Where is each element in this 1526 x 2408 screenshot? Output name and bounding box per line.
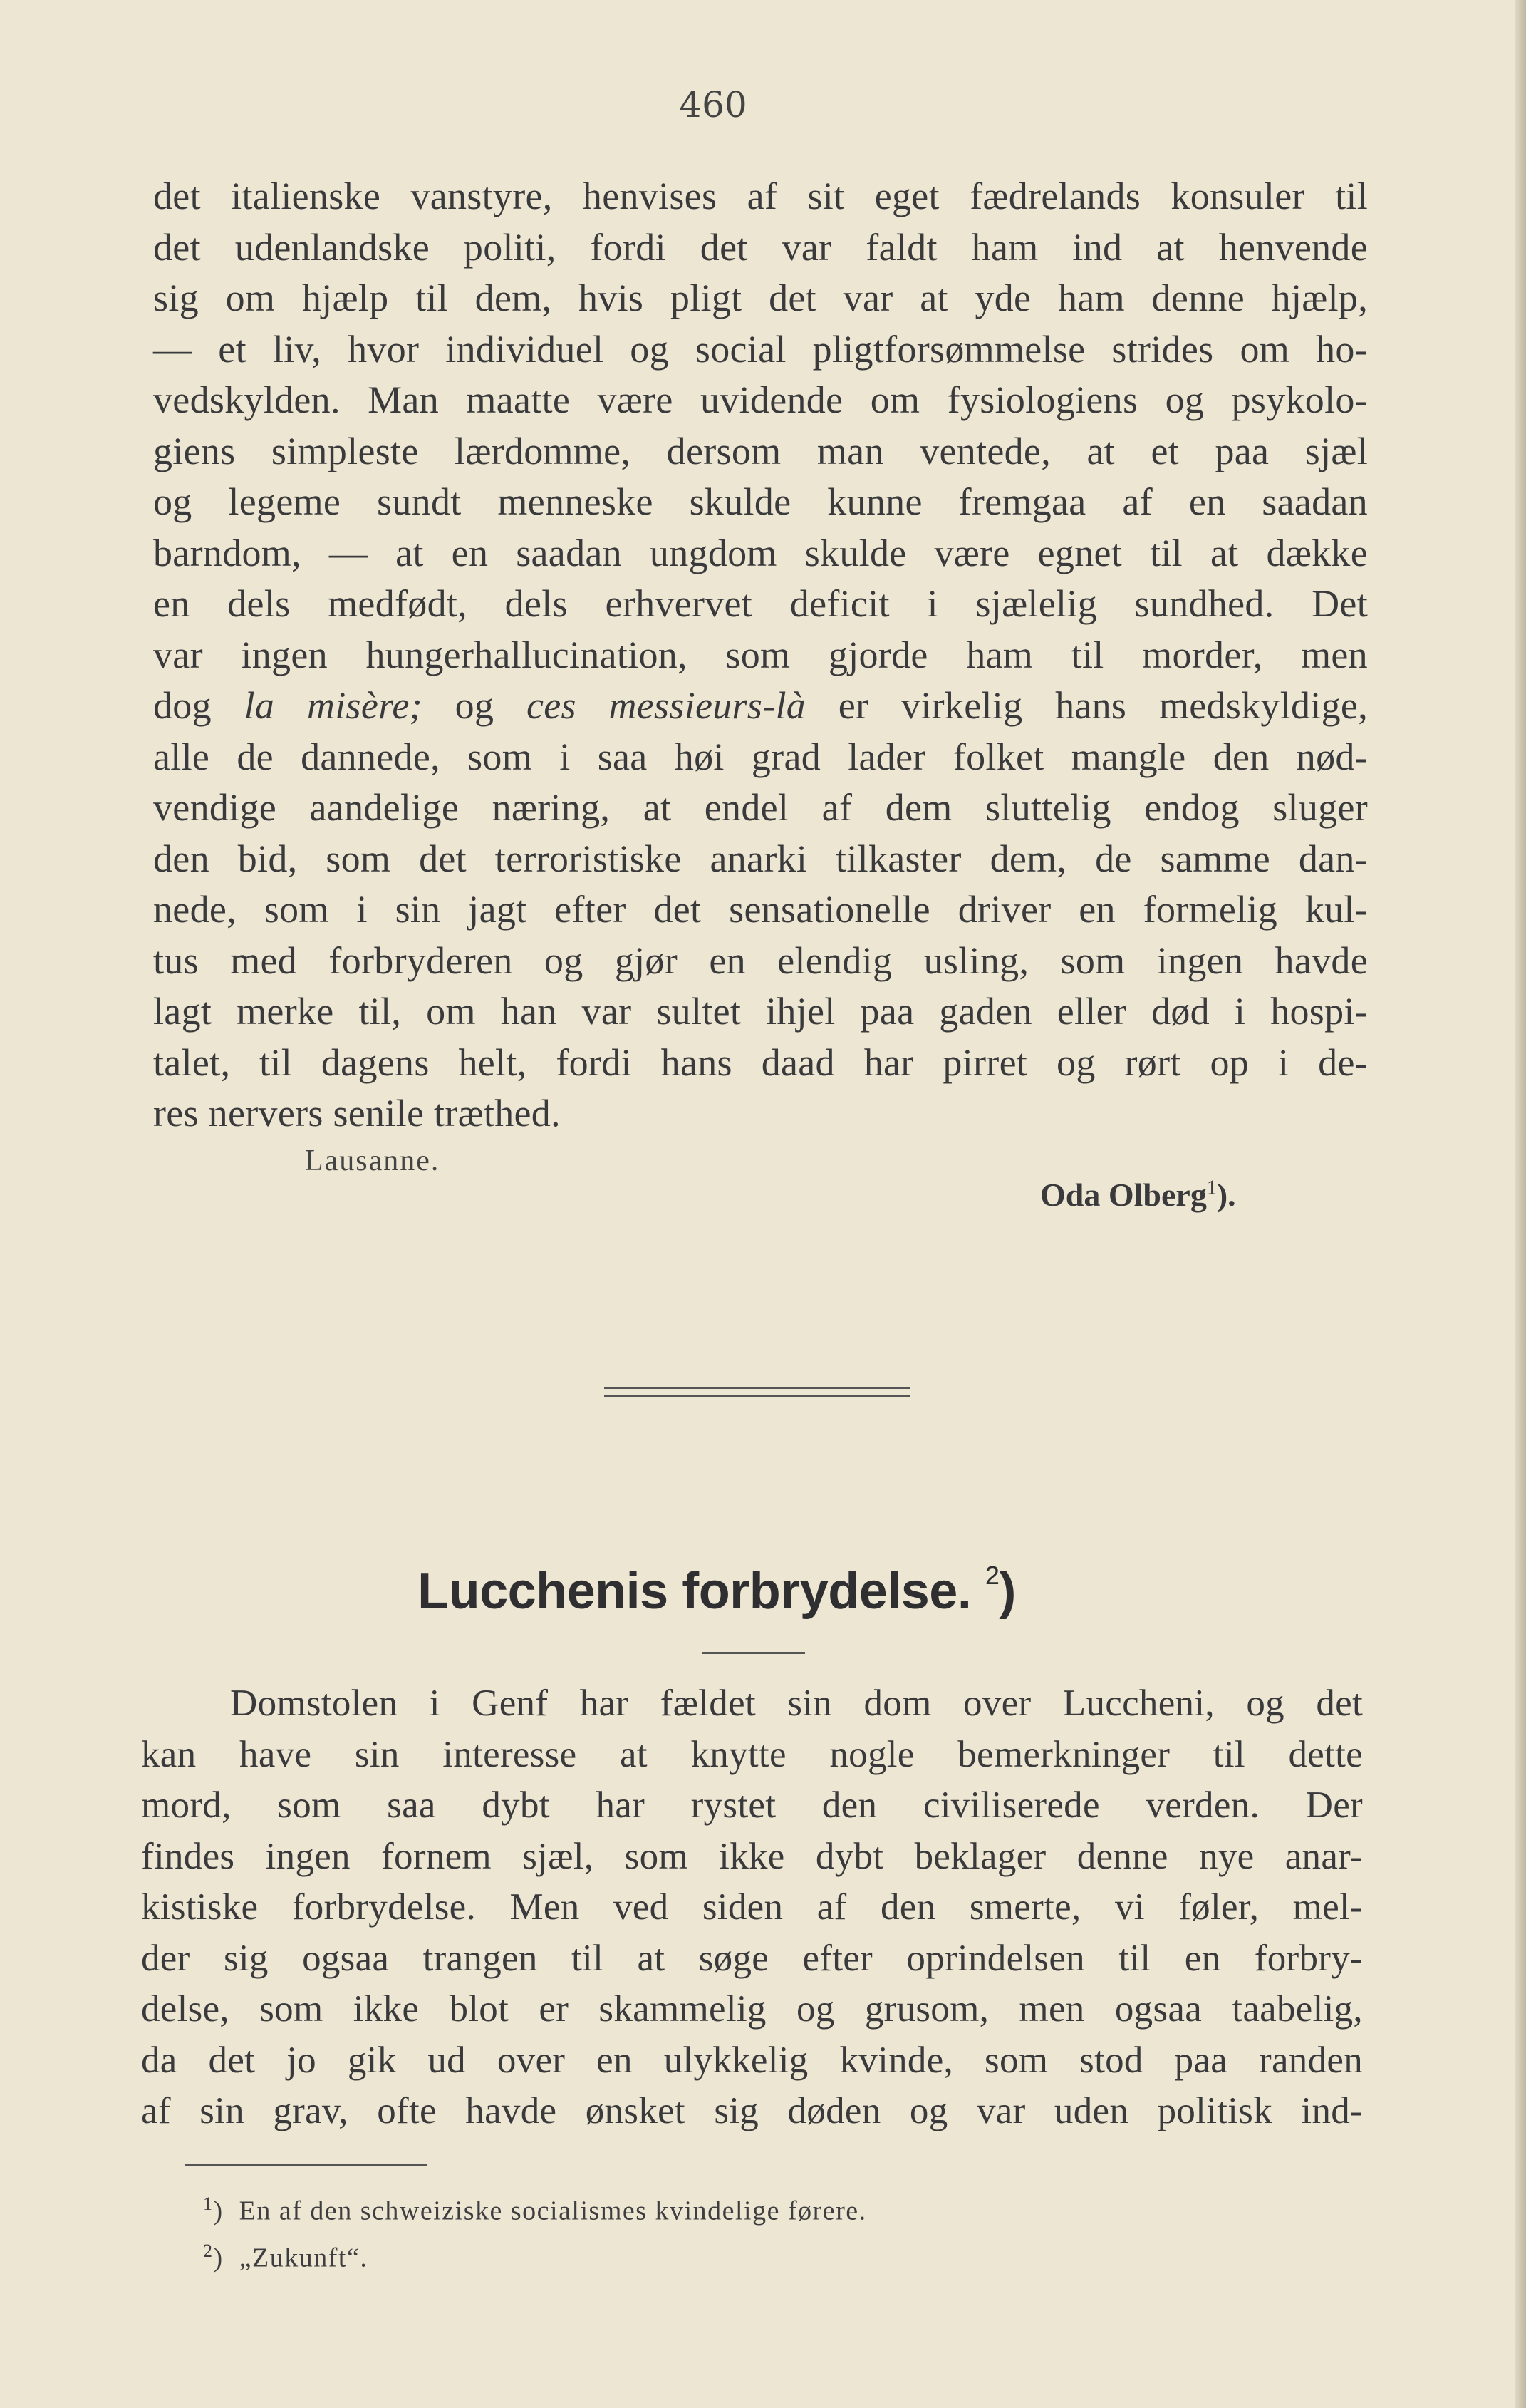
paragraph-1 bbox=[153, 171, 1368, 1140]
text-line: var ingen hungerhallucination, som gjorde ham til morder, men bbox=[153, 633, 1368, 676]
text-line: det italienske vanstyre, henvises af sit eget fædrelands konsuler til bbox=[153, 175, 1368, 217]
text-line: den bid, som det terroristiske anarki tilkaster dem, de samme dan- bbox=[153, 837, 1368, 880]
place-line: Lausanne. bbox=[305, 1144, 440, 1177]
footnote-2: $^2$) „Zukunft“. bbox=[203, 2240, 368, 2273]
author-name: Oda Olberg bbox=[1040, 1177, 1207, 1213]
text-line: delse, som ikke blot er skammelig og grusom, men ogsaa taabelig, bbox=[141, 1988, 1363, 2030]
text-line: af sin grav, ofte havde ønsket sig døden og var uden politisk ind- bbox=[141, 2090, 1363, 2131]
text-line: sig om hjælp til dem, hvis pligt det var at yde ham denne hjælp, bbox=[153, 277, 1368, 319]
author-signature bbox=[1040, 1176, 1236, 1214]
text-segment: er virkelig hans medskyldige, bbox=[806, 684, 1369, 727]
text-line: — et liv, hvor individuel og social pligtforsømmelse strides om ho- bbox=[153, 327, 1368, 371]
text-line: vedskylden. Man maatte være uvidende om fysiologiens og psykolo- bbox=[153, 378, 1368, 421]
italic-phrase: ces messieurs-là bbox=[526, 684, 806, 727]
page-edge-shadow bbox=[1515, 0, 1526, 2408]
footnote-rule bbox=[185, 2164, 427, 2166]
text-line: kistiske forbrydelse. Men ved siden af den smerte, vi føler, mel- bbox=[141, 1886, 1363, 1928]
text-line: talet, til dagens helt, fordi hans daad har pirret og rørt op i de- bbox=[153, 1040, 1368, 1084]
heading-title: Lucchenis forbrydelse. bbox=[417, 1563, 972, 1620]
text-line: res nervers senile træthed. bbox=[153, 1092, 561, 1135]
text-line: der sig ogsaa trangen til at søge efter oprindelsen til en forbry- bbox=[141, 1937, 1363, 1979]
text-line: da det jo gik ud over en ulykkelig kvinde, som stod paa randen bbox=[141, 2039, 1363, 2081]
footnote-ref: 1 bbox=[1206, 1177, 1217, 1199]
footnote-text: En af den schweiziske socialismes kvindelige førere. bbox=[239, 2196, 867, 2226]
page-number: 460 bbox=[679, 84, 747, 125]
text-line: det udenlandske politi, fordi det var faldt ham ind at henvende bbox=[153, 225, 1368, 269]
text-segment: dog bbox=[153, 684, 244, 727]
text-line: lagt merke til, om han var sultet ihjel paa gaden eller død i hospi- bbox=[153, 990, 1368, 1033]
text-line: vendige aandelige næring, at endel af dem sluttelig endog sluger bbox=[153, 786, 1368, 829]
signature-end: ). bbox=[1216, 1177, 1236, 1213]
text-line-italic-phrases bbox=[153, 681, 1368, 732]
text-line: barndom, — at en saadan ungdom skulde være egnet til at dække bbox=[153, 531, 1368, 574]
text-line: alle de dannede, som i saa høi grad lader folket mangle den nød- bbox=[153, 735, 1368, 778]
heading-close: ) bbox=[999, 1563, 1016, 1620]
text-line: findes ingen fornem sjæl, som ikke dybt beklager denne nye anar- bbox=[141, 1835, 1363, 1877]
text-line: kan have sin interesse at knytte nogle bemerkninger til dette bbox=[141, 1733, 1363, 1775]
article-heading bbox=[0, 1561, 1480, 1621]
footnotes bbox=[203, 2184, 867, 2278]
text-line: tus med forbryderen og gjør en elendig usling, som ingen havde bbox=[153, 939, 1368, 982]
section-divider bbox=[604, 1387, 910, 1397]
heading-rule bbox=[702, 1652, 805, 1654]
text-line: og legeme sundt menneske skulde kunne fremgaa af en saadan bbox=[153, 480, 1368, 523]
text-line: giens simpleste lærdomme, dersom man ventede, at et paa sjæl bbox=[153, 429, 1368, 472]
footnote-mark: 2 bbox=[203, 2240, 214, 2261]
text-segment: og bbox=[422, 684, 526, 727]
paragraph-2 bbox=[141, 1678, 1363, 2137]
text-line: Domstolen i Genf har fældet sin dom over Luccheni, og det bbox=[230, 1683, 1363, 1724]
text-line: mord, som saa dybt har rystet den civiliserede verden. Der bbox=[141, 1784, 1363, 1826]
italic-phrase: la misère; bbox=[244, 684, 422, 727]
text-line: en dels medfødt, dels erhvervet deficit i sjælelig sundhed. Det bbox=[153, 582, 1368, 625]
footnote-1: $^1$) En af den schweiziske socialismes kvindelige førere. bbox=[203, 2193, 867, 2226]
footnote-ref: 2 bbox=[985, 1561, 1000, 1590]
footnote-text: „Zukunft“. bbox=[239, 2243, 368, 2273]
footnote-mark: 1 bbox=[203, 2193, 214, 2214]
text-line: nede, som i sin jagt efter det sensationelle driver en formelig kul- bbox=[153, 888, 1368, 931]
